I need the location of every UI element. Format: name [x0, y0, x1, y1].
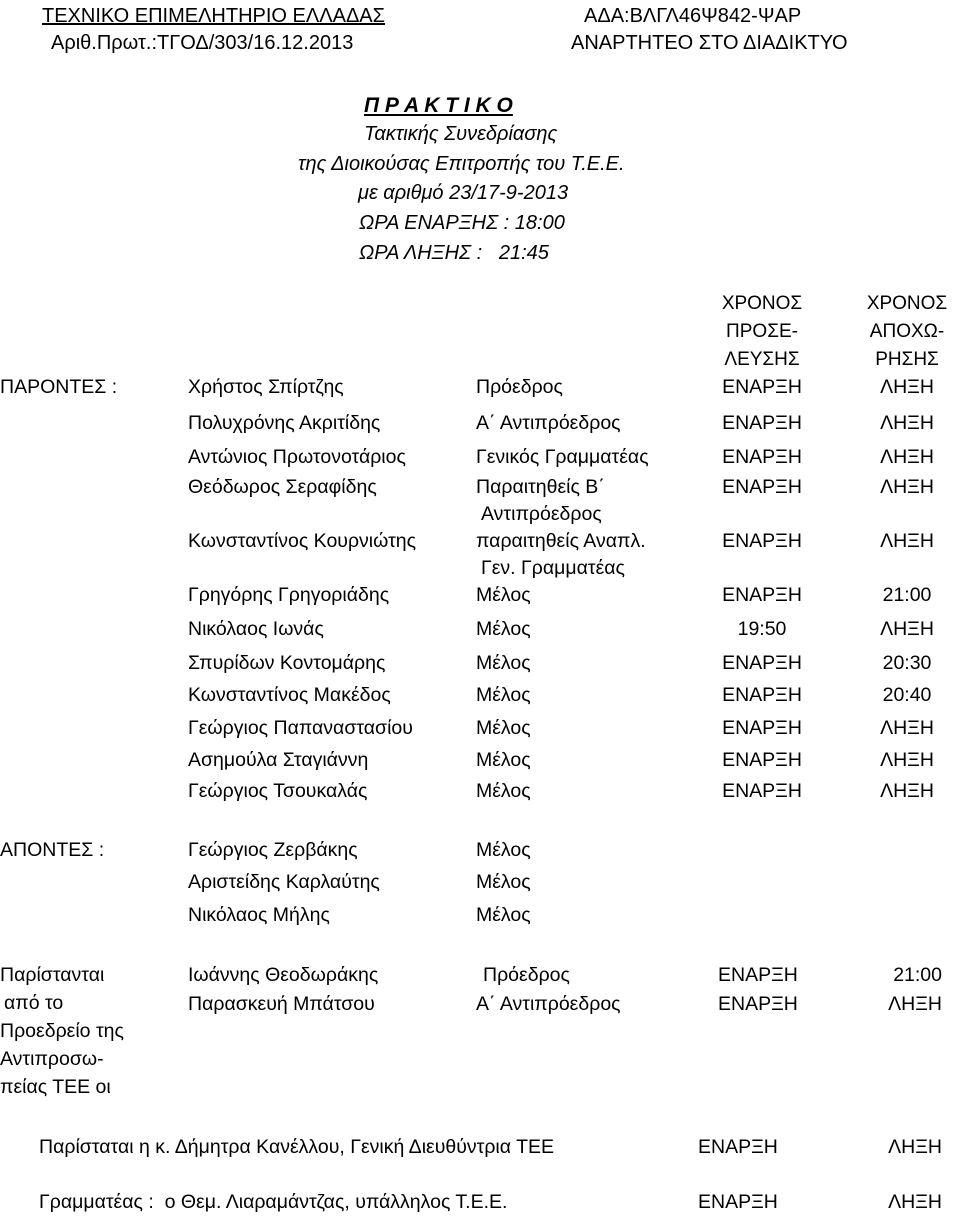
- secretary-departure: ΛΗΞΗ: [888, 1191, 942, 1213]
- member-role: Μέλος: [476, 904, 531, 926]
- member-name: Κωνσταντίνος Μακέδος: [188, 684, 391, 706]
- director-departure: ΛΗΞΗ: [888, 1136, 942, 1158]
- arrival-time-header: [702, 290, 822, 374]
- departure-time: 21:00: [893, 964, 942, 986]
- meeting-type: Τακτικής Συνεδρίασης: [364, 123, 558, 145]
- representatives-label-line: Προεδρείο της: [0, 1020, 124, 1042]
- member-role: Μέλος: [476, 780, 531, 802]
- departure-time: 20:30: [882, 652, 932, 674]
- member-name: Πολυχρόνης Ακριτίδης: [188, 412, 381, 434]
- member-name: Γεώργιος Ζερβάκης: [188, 839, 358, 861]
- arrival-time: ΕΝΑΡΞΗ: [722, 412, 802, 434]
- member-name: Κωνσταντίνος Κουρνιώτης: [188, 530, 417, 552]
- departure-time-header: [852, 290, 960, 374]
- member-role: Γενικός Γραμματέας: [476, 446, 649, 468]
- arrival-time: ΕΝΑΡΞΗ: [718, 993, 798, 1015]
- member-name: Θεόδωρος Σεραφίδης: [188, 476, 377, 498]
- member-role: παραιτηθείς Αναπλ.: [476, 530, 646, 552]
- secretary-line: Γραμματέας : ο Θεμ. Λιαραμάντζας, υπάλληλος Τ.Ε.Ε.: [39, 1191, 508, 1213]
- absent-label: ΑΠΟΝΤΕΣ :: [0, 839, 105, 861]
- departure-time: ΛΗΞΗ: [880, 749, 934, 771]
- arrival-time: ΕΝΑΡΞΗ: [722, 376, 802, 398]
- member-role-continued: Γεν. Γραμματέας: [481, 557, 625, 579]
- member-role: Μέλος: [476, 618, 531, 640]
- representatives-label-line: από το: [4, 992, 64, 1014]
- member-name: Γεώργιος Τσουκαλάς: [188, 780, 368, 802]
- departure-time: ΛΗΞΗ: [880, 412, 934, 434]
- document-title: Π Ρ Α Κ Τ Ι Κ Ο: [364, 94, 513, 117]
- representatives-label-line: πείας ΤΕΕ οι: [0, 1076, 111, 1098]
- member-name: Παρασκευή Μπάτσου: [188, 993, 375, 1015]
- arrival-time: ΕΝΑΡΞΗ: [718, 964, 798, 986]
- member-name: Αντώνιος Πρωτονοτάριος: [188, 446, 406, 468]
- ada-code: ΑΔΑ:ΒΛΓΛ46Ψ842-ΨΑΡ: [584, 5, 802, 27]
- posting-note: ΑΝΑΡΤΗΤΕΟ ΣΤΟ ΔΙΑΔΙΚΤΥΟ: [571, 32, 848, 54]
- organization-name: ΤΕΧΝΙΚΟ ΕΠΙΜΕΛΗΤΗΡΙΟ ΕΛΛΑΔΑΣ: [42, 5, 386, 27]
- secretary-arrival: ΕΝΑΡΞΗ: [698, 1191, 778, 1213]
- arrival-time: ΕΝΑΡΞΗ: [722, 530, 802, 552]
- member-name: Νικόλαος Μήλης: [188, 904, 330, 926]
- departure-time: ΛΗΞΗ: [880, 376, 934, 398]
- departure-header-line: ΑΠΟΧΩ-: [869, 321, 945, 342]
- member-role: Μέλος: [476, 652, 531, 674]
- departure-time: ΛΗΞΗ: [880, 446, 934, 468]
- member-name: Χρήστος Σπίρτζης: [188, 376, 344, 398]
- member-role: Μέλος: [476, 871, 531, 893]
- director-arrival: ΕΝΑΡΞΗ: [698, 1136, 778, 1158]
- member-role: Μέλος: [476, 717, 531, 739]
- departure-header-line: ΧΡΟΝΟΣ: [866, 293, 948, 314]
- member-name: Ασημούλα Σταγιάννη: [188, 749, 369, 771]
- departure-time: ΛΗΞΗ: [880, 476, 934, 498]
- representatives-label-line: Παρίστανται: [0, 964, 105, 986]
- member-role: Μέλος: [476, 749, 531, 771]
- member-role-continued: Αντιπρόεδρος: [481, 503, 602, 525]
- meeting-number: με αριθμό 23/17-9-2013: [358, 182, 569, 204]
- member-role: Μέλος: [476, 584, 531, 606]
- departure-time: ΛΗΞΗ: [880, 530, 934, 552]
- arrival-header-line: ΠΡΟΣΕ-: [726, 321, 798, 342]
- member-name: Αριστείδης Καρλαύτης: [188, 871, 380, 893]
- end-time: ΩΡΑ ΛΗΞΗΣ : 21:45: [359, 242, 549, 264]
- arrival-time: 19:50: [737, 618, 787, 640]
- arrival-time: ΕΝΑΡΞΗ: [722, 476, 802, 498]
- representatives-label-line: Αντιπροσω-: [0, 1048, 104, 1070]
- member-name: Σπυρίδων Κοντομάρης: [188, 652, 386, 674]
- committee-name: της Διοικούσας Επιτροπής του Τ.Ε.Ε.: [298, 153, 625, 175]
- arrival-time: ΕΝΑΡΞΗ: [722, 584, 802, 606]
- member-role: Πρόεδρος: [476, 376, 563, 398]
- departure-time: ΛΗΞΗ: [888, 993, 942, 1015]
- arrival-time: ΕΝΑΡΞΗ: [722, 749, 802, 771]
- arrival-time: ΕΝΑΡΞΗ: [722, 446, 802, 468]
- arrival-header-line: ΧΡΟΝΟΣ: [721, 293, 803, 314]
- protocol-number: Αριθ.Πρωτ.:ΤΓΟΔ/303/16.12.2013: [51, 32, 354, 54]
- departure-time: 21:00: [882, 584, 932, 606]
- arrival-time: ΕΝΑΡΞΗ: [722, 652, 802, 674]
- member-role: Παραιτηθείς Β΄: [476, 476, 605, 498]
- departure-time: 20:40: [882, 684, 932, 706]
- departure-time: ΛΗΞΗ: [880, 618, 934, 640]
- member-name: Νικόλαος Ιωνάς: [188, 618, 324, 640]
- member-role: Μέλος: [476, 839, 531, 861]
- present-label: ΠΑΡΟΝΤΕΣ :: [0, 376, 118, 398]
- member-role: Α΄ Αντιπρόεδρος: [476, 412, 621, 434]
- departure-header-line: ΡΗΣΗΣ: [875, 349, 939, 370]
- member-name: Γρηγόρης Γρηγοριάδης: [188, 584, 390, 606]
- member-role: Α΄ Αντιπρόεδρος: [476, 993, 621, 1015]
- director-line: Παρίσταται η κ. Δήμητρα Κανέλλου, Γενική Διευθύντρια ΤΕΕ: [39, 1136, 555, 1158]
- arrival-header-line: ΛΕΥΣΗΣ: [724, 349, 800, 370]
- departure-time: ΛΗΞΗ: [880, 780, 934, 802]
- member-role: Πρόεδρος: [483, 964, 570, 986]
- member-name: Ιωάννης Θεοδωράκης: [188, 964, 379, 986]
- arrival-time: ΕΝΑΡΞΗ: [722, 717, 802, 739]
- member-name: Γεώργιος Παπαναστασίου: [188, 717, 413, 739]
- arrival-time: ΕΝΑΡΞΗ: [722, 780, 802, 802]
- arrival-time: ΕΝΑΡΞΗ: [722, 684, 802, 706]
- member-role: Μέλος: [476, 684, 531, 706]
- start-time: ΩΡΑ ΕΝΑΡΞΗΣ : 18:00: [359, 212, 565, 234]
- departure-time: ΛΗΞΗ: [880, 717, 934, 739]
